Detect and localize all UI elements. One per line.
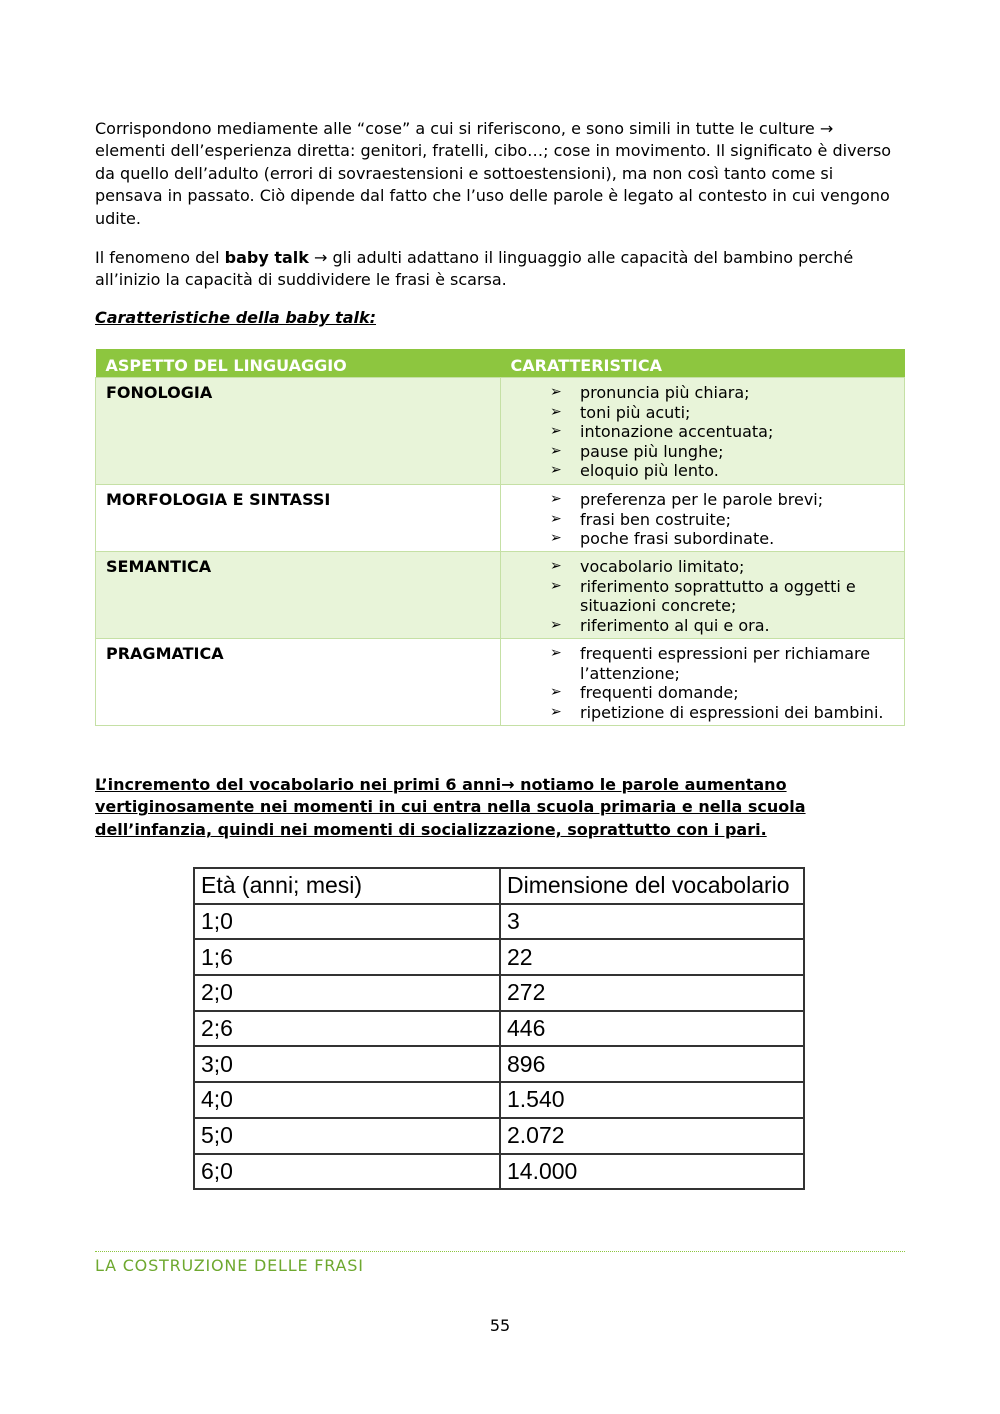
page-number: 55 bbox=[489, 1316, 511, 1335]
baby-talk-post: → gli adulti adattano il linguaggio alle capacità del bambino perché all’inizio la capacità di suddividere le frasi è scarsa. bbox=[95, 248, 854, 290]
arrowhead-bullet-icon: ➢ bbox=[550, 491, 562, 507]
arrowhead-bullet-icon: ➢ bbox=[550, 645, 562, 661]
list-item-text: frasi ben costruite; bbox=[580, 509, 731, 529]
arrowhead-bullet-icon: ➢ bbox=[550, 442, 562, 459]
list-item bbox=[540, 383, 894, 403]
age-cell: 6;0 bbox=[194, 1154, 500, 1190]
list-item-text: pause più lunghe; bbox=[580, 441, 724, 461]
vocabulary-size-cell: 22 bbox=[500, 939, 804, 975]
table-row bbox=[194, 904, 804, 940]
arrowhead-bullet-icon: ➢ bbox=[550, 530, 562, 546]
list-item bbox=[540, 577, 894, 616]
table-row bbox=[194, 1082, 804, 1118]
list-item bbox=[540, 703, 894, 723]
list-item-text: vocabolario limitato; bbox=[580, 557, 745, 576]
vocabulary-size-cell: 2.072 bbox=[500, 1118, 804, 1154]
vocabulary-size-cell: 446 bbox=[500, 1011, 804, 1047]
list-item bbox=[540, 557, 894, 577]
list-item-text: toni più acuti; bbox=[580, 402, 691, 422]
intro-paragraph: Corrispondono mediamente alle “cose” a cui si riferiscono, e sono simili in tutte le culture → elementi dell’esperienza diretta: genitori, fratelli, cibo…; cose in movimento. Il significato è diverso da quello dell’adulto (errori di sovraestensioni e sottoestensioni), ma non così tanto come si pensava in passato. Ciò dipende dal fatto che l’uso delle parole è legato al contesto in cui vengono udite. bbox=[95, 119, 892, 228]
table-row bbox=[96, 485, 905, 552]
list-item-text: preferenza per le parole brevi; bbox=[580, 490, 824, 509]
vocabulary-size-cell: 272 bbox=[500, 975, 804, 1011]
list-item-text: riferimento soprattutto a oggetti e situazioni concrete; bbox=[580, 576, 856, 615]
baby-talk-heading: Caratteristiche della baby talk: bbox=[95, 308, 377, 327]
list-item bbox=[540, 490, 894, 510]
characteristic-cell bbox=[501, 552, 905, 639]
list-item bbox=[540, 403, 894, 423]
characteristic-cell bbox=[501, 485, 905, 552]
table-row bbox=[96, 378, 905, 485]
table-row bbox=[194, 975, 804, 1011]
table-row bbox=[194, 1118, 804, 1154]
arrowhead-bullet-icon: ➢ bbox=[550, 703, 562, 720]
list-item-text: intonazione accentuata; bbox=[580, 422, 774, 441]
header-age: Età (anni; mesi) bbox=[194, 868, 500, 904]
baby-talk-pre: Il fenomeno del bbox=[95, 248, 225, 267]
baby-talk-header-row bbox=[96, 349, 905, 378]
list-item bbox=[540, 683, 894, 703]
vocabulary-size-cell: 3 bbox=[500, 904, 804, 940]
baby-talk-table bbox=[95, 349, 905, 726]
table-row bbox=[194, 1011, 804, 1047]
aspect-cell: SEMANTICA bbox=[96, 552, 501, 639]
age-cell: 3;0 bbox=[194, 1046, 500, 1082]
age-cell: 2;0 bbox=[194, 975, 500, 1011]
list-item bbox=[540, 442, 894, 462]
list-item-text: ripetizione di espressioni dei bambini. bbox=[580, 702, 884, 722]
footer-section-heading: LA COSTRUZIONE DELLE FRASI bbox=[95, 1256, 364, 1275]
header-size: Dimensione del vocabolario bbox=[500, 868, 804, 904]
vocabulary-header-row bbox=[194, 868, 804, 904]
vocabulary-heading: L’incremento del vocabolario nei primi 6 anni→ notiamo le parole aumentano vertiginosamente nei momenti in cui entra nella scuola primaria e nella scuola dell’infanzia, quindi nei momenti di socializzazione, soprattutto con i pari. bbox=[95, 775, 806, 839]
list-item bbox=[540, 461, 894, 481]
list-item bbox=[540, 422, 894, 442]
vocabulary-size-cell: 1.540 bbox=[500, 1082, 804, 1118]
arrowhead-bullet-icon: ➢ bbox=[550, 558, 562, 574]
footer-divider bbox=[95, 1251, 905, 1252]
vocabulary-size-cell: 896 bbox=[500, 1046, 804, 1082]
baby-talk-paragraph bbox=[95, 247, 905, 292]
arrowhead-bullet-icon: ➢ bbox=[550, 616, 562, 633]
arrowhead-bullet-icon: ➢ bbox=[550, 510, 562, 527]
arrowhead-bullet-icon: ➢ bbox=[550, 423, 562, 439]
age-cell: 4;0 bbox=[194, 1082, 500, 1118]
table-row bbox=[194, 1046, 804, 1082]
arrowhead-bullet-icon: ➢ bbox=[550, 684, 562, 700]
vocabulary-table bbox=[193, 867, 805, 1190]
list-item-text: frequenti espressioni per richiamare l’attenzione; bbox=[580, 644, 871, 683]
table-row bbox=[96, 552, 905, 639]
arrowhead-bullet-icon: ➢ bbox=[550, 577, 562, 594]
list-item bbox=[540, 529, 894, 549]
table-row bbox=[96, 639, 905, 726]
characteristic-cell bbox=[501, 378, 905, 485]
vocabulary-size-cell: 14.000 bbox=[500, 1154, 804, 1190]
age-cell: 1;0 bbox=[194, 904, 500, 940]
aspect-cell: PRAGMATICA bbox=[96, 639, 501, 726]
table-row bbox=[194, 939, 804, 975]
aspect-cell: FONOLOGIA bbox=[96, 378, 501, 485]
age-cell: 5;0 bbox=[194, 1118, 500, 1154]
aspect-cell: MORFOLOGIA E SINTASSI bbox=[96, 485, 501, 552]
characteristic-list bbox=[511, 383, 894, 481]
list-item-text: poche frasi subordinate. bbox=[580, 529, 775, 548]
age-cell: 2;6 bbox=[194, 1011, 500, 1047]
table-row bbox=[194, 1154, 804, 1190]
arrowhead-bullet-icon: ➢ bbox=[550, 403, 562, 420]
characteristic-list bbox=[511, 490, 894, 549]
list-item bbox=[540, 510, 894, 530]
age-cell: 1;6 bbox=[194, 939, 500, 975]
arrowhead-bullet-icon: ➢ bbox=[550, 384, 562, 400]
baby-talk-term: baby talk bbox=[224, 248, 309, 267]
list-item bbox=[540, 644, 894, 683]
list-item-text: frequenti domande; bbox=[580, 683, 739, 702]
header-aspect: ASPETTO DEL LINGUAGGIO bbox=[96, 349, 501, 378]
characteristic-list bbox=[511, 557, 894, 635]
list-item-text: riferimento al qui e ora. bbox=[580, 615, 770, 635]
arrowhead-bullet-icon: ➢ bbox=[550, 462, 562, 478]
characteristic-list bbox=[511, 644, 894, 722]
list-item-text: eloquio più lento. bbox=[580, 461, 719, 480]
header-characteristic: CARATTERISTICA bbox=[501, 349, 905, 378]
characteristic-cell bbox=[501, 639, 905, 726]
list-item bbox=[540, 616, 894, 636]
list-item-text: pronuncia più chiara; bbox=[580, 383, 750, 402]
